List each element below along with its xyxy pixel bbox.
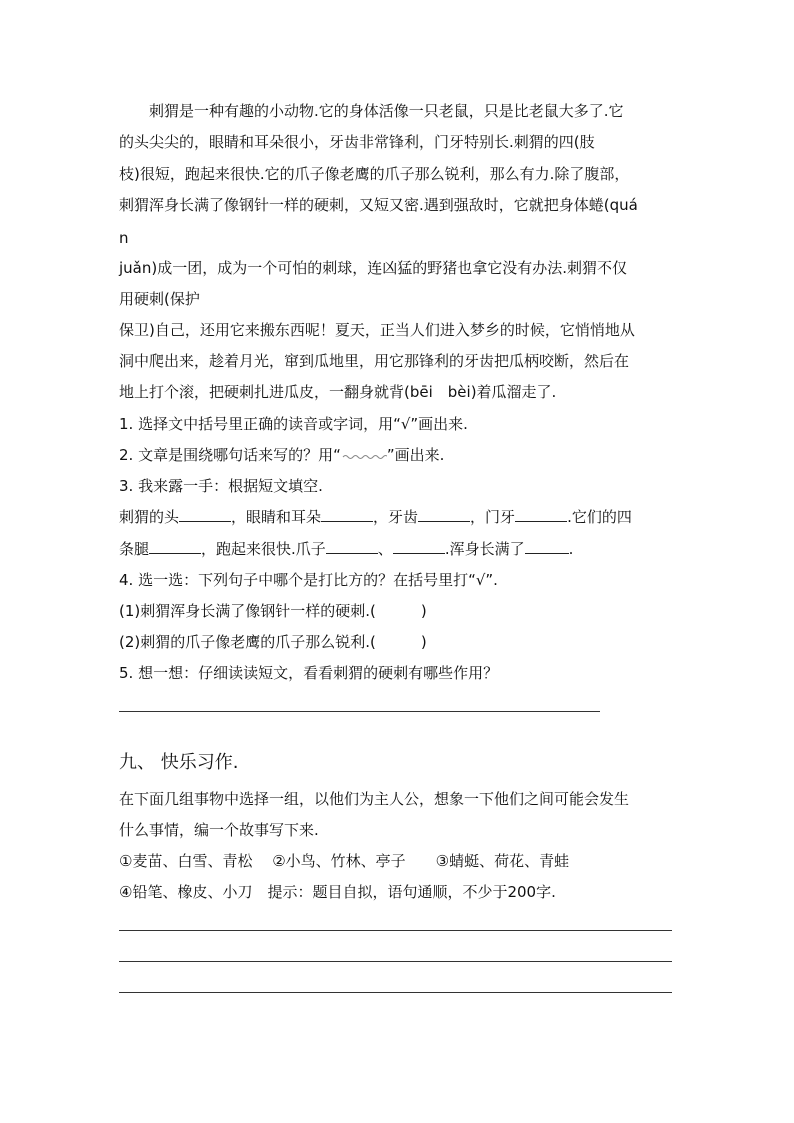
passage-line: 洞中爬出来，趁着月光，窜到瓜地里，用它那锋利的牙齿把瓜柄咬断，然后在: [119, 352, 630, 370]
section-heading: 九、 快乐习作.: [119, 752, 239, 773]
passage-line: 刺猬是一种有趣的小动物.它的身体活像一只老鼠，只是比老鼠大多了.它: [119, 102, 624, 120]
fill-text: ，牙齿: [373, 508, 419, 526]
fill-text: ，门牙: [470, 508, 516, 526]
question-2-text-end: ”画出来.: [386, 446, 445, 464]
passage-line: 保卫)自己，还用它来搬东西呢！夏天，正当人们进入梦乡的时候，它悄悄地从: [119, 321, 635, 339]
answer-line[interactable]: [119, 711, 600, 712]
section-intro: 在下面几组事物中选择一组，以他们为主人公，想象一下他们之间可能会发生: [119, 790, 630, 808]
fill-text: ，眼睛和耳朵: [231, 508, 322, 526]
answer-blank[interactable]: [326, 539, 378, 554]
fill-text: 刺猬的头: [119, 508, 180, 526]
passage-line: n: [119, 229, 129, 247]
wavy-underline-icon: [341, 448, 387, 460]
question-5: 5. 想一想：仔细读读短文，看看刺猬的硬刺有哪些作用？: [119, 664, 499, 682]
passage-line: 用硬刺(保护: [119, 290, 200, 308]
topic-options: ①麦苗、白雪、青松 ②小鸟、竹林、亭子 ③蜻蜓、荷花、青蛙: [119, 852, 570, 870]
passage-line: 刺猬浑身长满了像钢针一样的硬刺，又短又密.遇到强敌时，它就把身体蜷(quá: [119, 196, 638, 214]
passage-line: juǎn)成一团，成为一个可怕的刺球，连凶猛的野猪也拿它没有办法.刺猬不仅: [119, 259, 627, 277]
fill-text: .它们的四: [567, 508, 632, 526]
passage-line: 地上打个滚，把硬刺扎进瓜皮，一翻身就背(bēi bèi)着瓜溜走了.: [119, 383, 557, 401]
writing-line[interactable]: [119, 992, 672, 993]
fill-text: 条腿: [119, 540, 150, 558]
answer-blank[interactable]: [393, 539, 445, 554]
fill-text: 、: [377, 540, 393, 558]
passage-line: 的头尖尖的，眼睛和耳朵很小，牙齿非常锋利，门牙特别长.刺猬的四(肢: [119, 133, 595, 151]
section-intro: 什么事情，编一个故事写下来.: [119, 821, 319, 839]
answer-blank[interactable]: [179, 507, 231, 522]
writing-line[interactable]: [119, 930, 672, 931]
question-1: 1. 选择文中括号里正确的读音或字词，用“√”画出来.: [119, 415, 468, 433]
answer-blank[interactable]: [418, 507, 470, 522]
question-2-text: 2. 文章是围绕哪句话来写的？用“: [119, 446, 341, 464]
answer-blank[interactable]: [149, 539, 201, 554]
fill-text: .浑身长满了: [444, 540, 525, 558]
answer-blank[interactable]: [515, 507, 567, 522]
question-4-option-1[interactable]: (1)刺猬浑身长满了像钢针一样的硬刺.( ): [119, 602, 427, 620]
fill-line-2: [119, 539, 573, 559]
topic-options-hint: ④铅笔、橡皮、小刀 提示：题目自拟，语句通顺，不少于200字.: [119, 883, 556, 901]
answer-blank[interactable]: [321, 507, 373, 522]
fill-line-1: [119, 507, 632, 527]
answer-blank[interactable]: [525, 539, 569, 554]
question-3: 3. 我来露一手：根据短文填空.: [119, 477, 323, 495]
passage-line: 枝)很短，跑起来很快.它的爪子像老鹰的爪子那么锐利，那么有力.除了腹部，: [119, 165, 630, 183]
fill-text: .: [568, 540, 574, 558]
fill-text: ，跑起来很快.爪子: [201, 540, 326, 558]
question-4: 4. 选一选：下列句子中哪个是打比方的？在括号里打“√”.: [119, 571, 498, 589]
question-2: [119, 445, 444, 465]
writing-line[interactable]: [119, 961, 672, 962]
question-4-option-2[interactable]: (2)刺猬的爪子像老鹰的爪子那么锐利.( ): [119, 633, 427, 651]
